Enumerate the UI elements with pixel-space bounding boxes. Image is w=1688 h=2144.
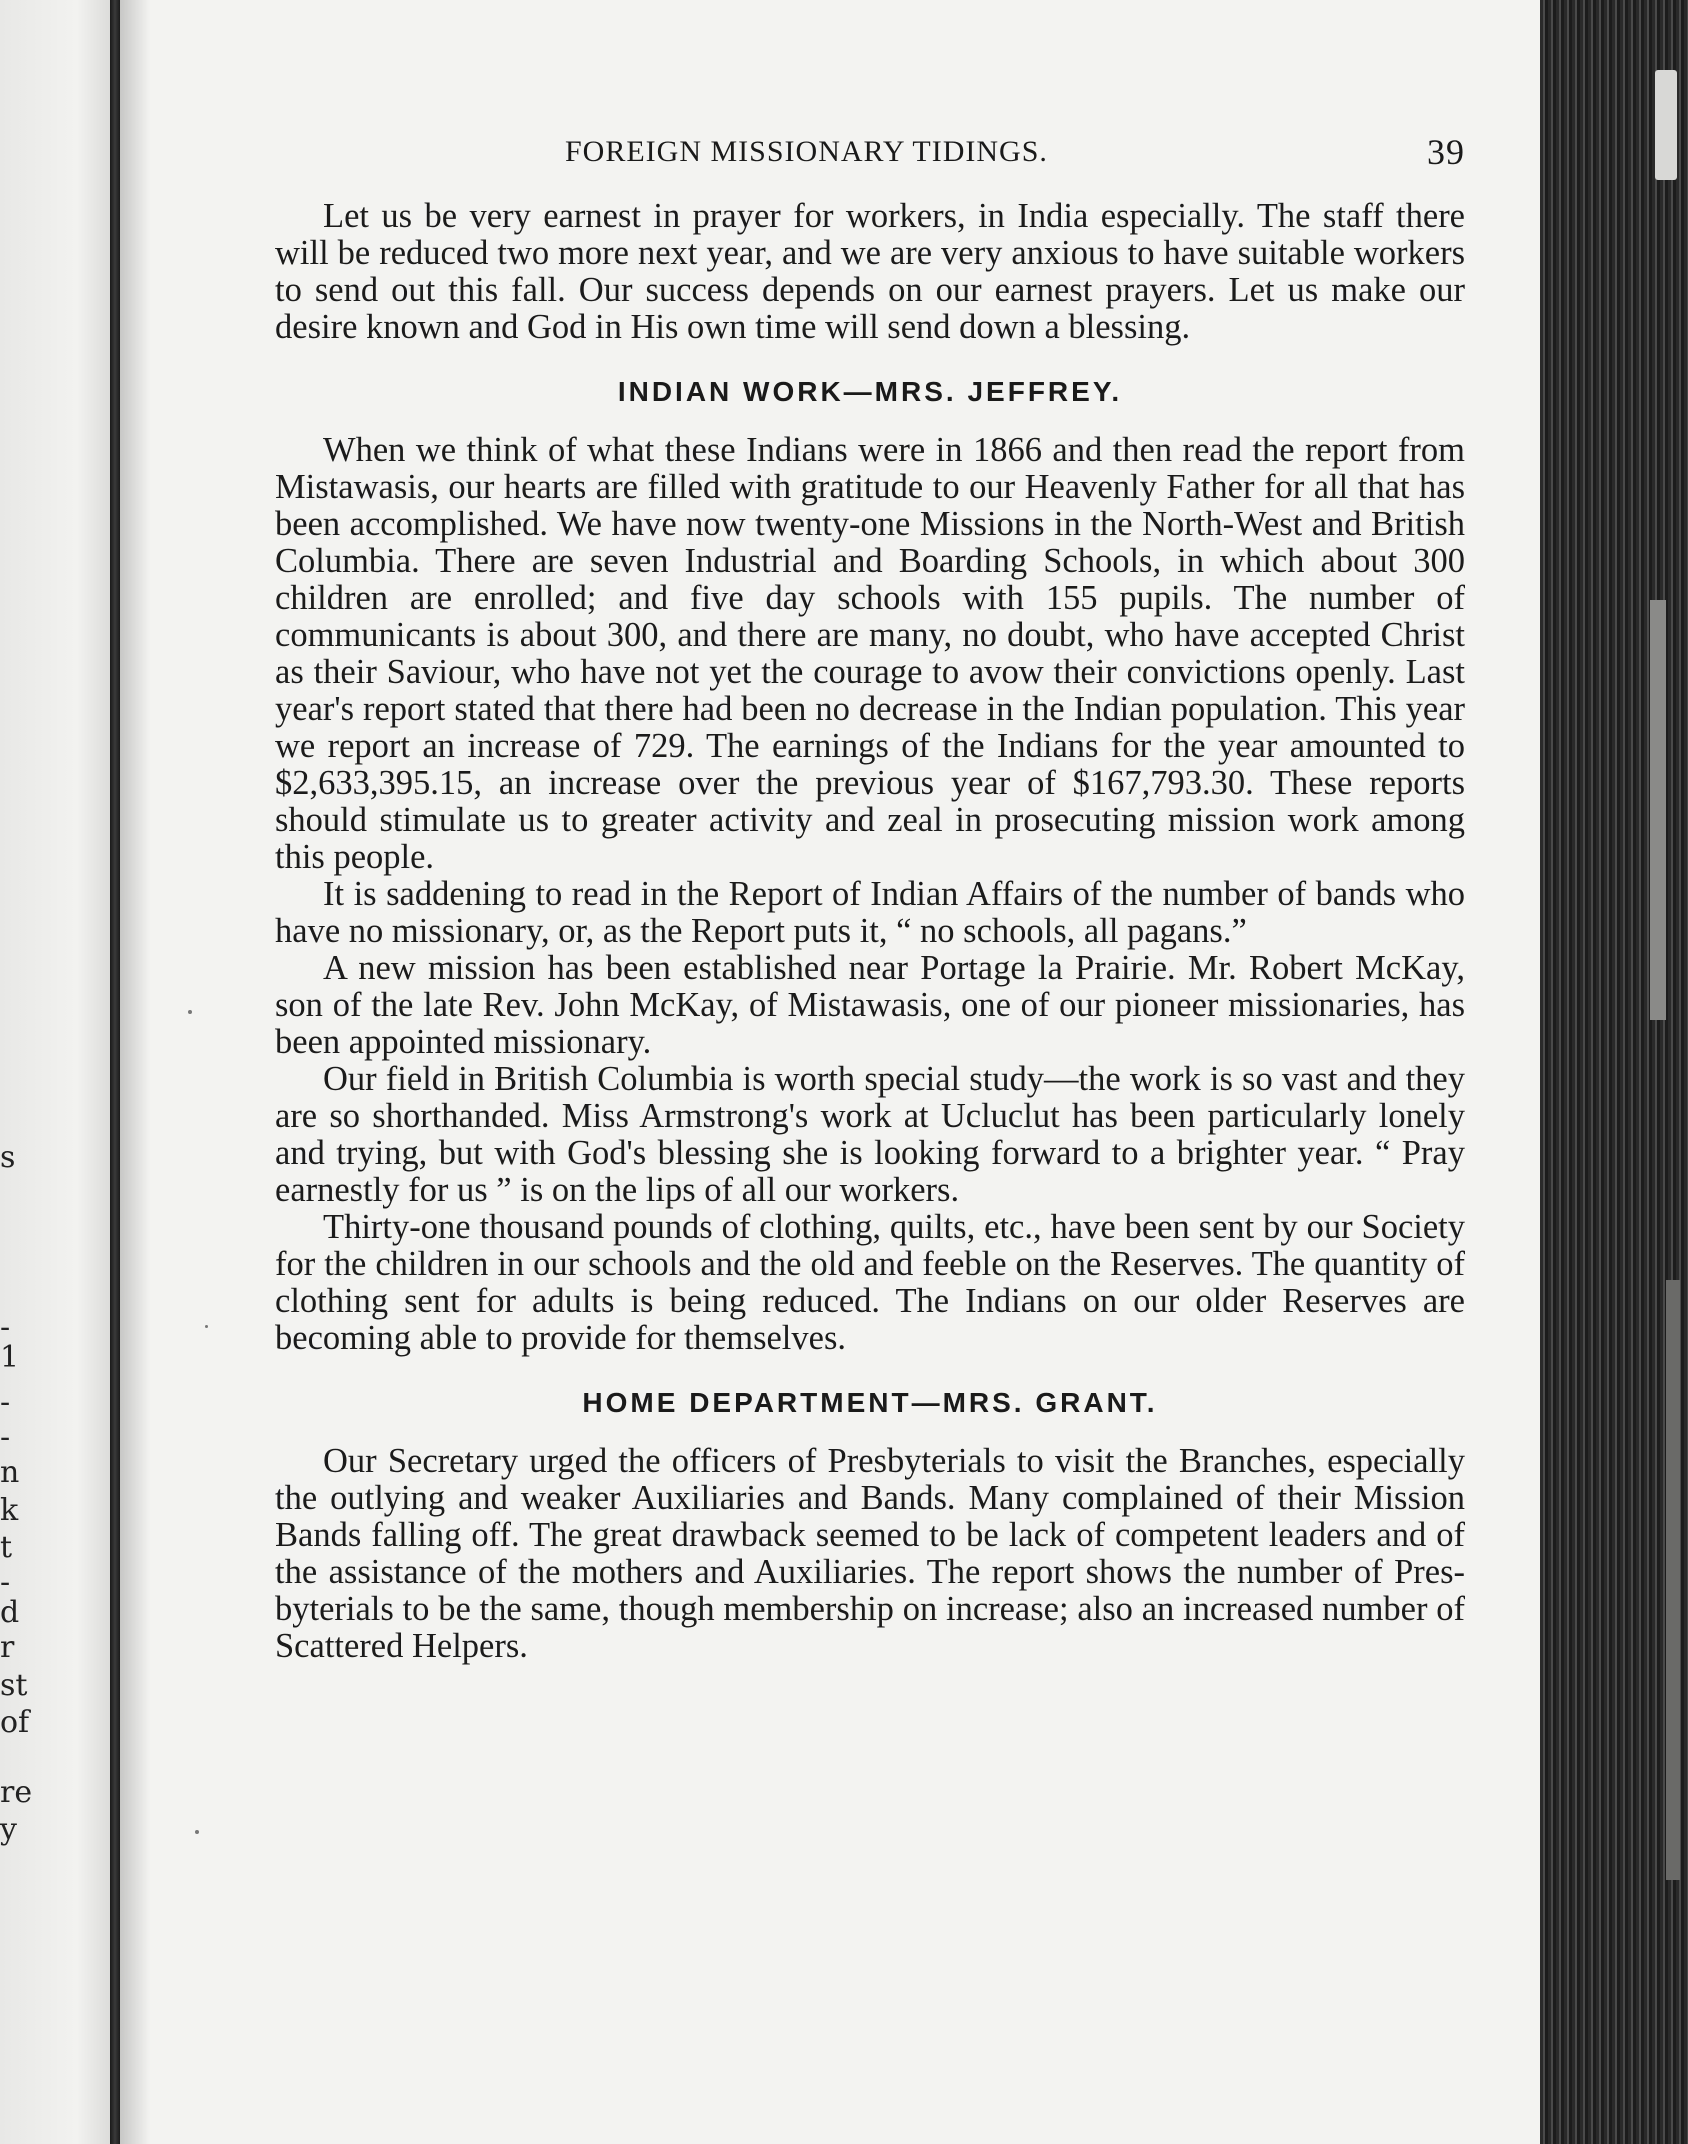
left-fragment: - — [0, 1310, 11, 1345]
left-fragment: - — [0, 1565, 11, 1600]
left-page-edge — [0, 0, 110, 2144]
left-fragment: n — [0, 1455, 20, 1490]
section-heading-indian-work: INDIAN WORK—MRS. JEFFREY. — [617, 376, 1123, 407]
scan-speck — [195, 1830, 199, 1834]
paragraph: Our field in British Columbia is worth special study—the work is so vast and they are so shorthanded. Miss Armstrong's work at Ucluclut has been particularly lonely and trying, but with God's blessing she is looking forward to a brighter year. “ Pray earnestly for us ” is on the lips of all our workers. — [275, 1060, 1465, 1209]
running-header — [445, 132, 1465, 175]
left-fragment: k — [0, 1493, 19, 1528]
paragraph: A new mission has been established near Portage la Prairie. Mr. Robert McKay, son of the late Rev. John McKay, of Mistawasis, one of our pioneer missionaries, has been appointed missionary. — [275, 949, 1465, 1061]
section-heading-home-department: HOME DEPARTMENT—MRS. GRANT. — [582, 1387, 1158, 1418]
page-body — [275, 198, 1465, 1665]
left-fragment: - — [0, 1385, 11, 1420]
left-fragment: y — [0, 1812, 17, 1847]
page-edge-band — [1650, 600, 1666, 1020]
left-fragment: - — [0, 1420, 11, 1455]
left-fragment: s — [0, 1140, 16, 1175]
gutter-shadow — [120, 0, 150, 2144]
paragraph: Let us be very earnest in prayer for workers, in India especially. The staff there will be reduced two more next year, and we are very anxious to have suitable workers to send out this fall. Our success depends on our earnest prayers. Let us make our desire known and God in His own time will send down a blessing. — [275, 197, 1465, 346]
left-fragment: t — [0, 1530, 13, 1565]
left-fragment: st — [0, 1668, 28, 1703]
left-fragment: 1 — [0, 1340, 20, 1375]
scan-speck — [205, 1325, 208, 1328]
left-fragment: re — [0, 1775, 33, 1810]
paragraph: It is saddening to read in the Report of Indian Affairs of the number of bands who have no missionary, or, as the Report puts it, “ no schools, all pagans.” — [275, 875, 1465, 950]
page-number: 39 — [1427, 132, 1465, 172]
paragraph: Our Secretary urged the officers of Presbyterials to visit the Branches, especially the outlying and weaker Auxiliaries and Bands. Many complained of their Mission Bands falling off. The great drawback seemed to be lack of competent leaders and of the assistance of the mothers and Auxiliaries. The report shows the number of Presbyterials to be the same, though membership on increase; also an increased number of Scattered Helpers. — [275, 1442, 1465, 1665]
page-edge-tab — [1655, 70, 1677, 180]
paragraph: Thirty-one thousand pounds of clothing, quilts, etc., have been sent by our Society for the children in our schools and the old and feeble on the Reserves. The quantity of clothing sent for adults is being reduced. The Indians on our older Reserves are becoming able to provide for themselves. — [275, 1208, 1465, 1357]
paragraph: When we think of what these Indians were in 1866 and then read the report from Mistawasis, our hearts are filled with gratitude to our Heavenly Father for all that has been accomplished. We have now twenty-one Missions in the North-West and British Columbia. There are seven Industrial and Boarding Schools, in which about 300 children are enrolled; and five day schools with 155 pupils. The number of communicants is about 300, and there are many, no doubt, who have accepted Christ as their Saviour, who have not yet the courage to avow their convictions openly. Last year's report stated that there had been no decrease in the Indian population. This year we report an increase of 729. The earnings of the Indians for the year amounted to $2,633,395.15, an increase over the previous year of $167,793.30. These reports should stimulate us to greater activity and zeal in prosecuting mission work among this people. — [275, 431, 1465, 876]
left-fragment: of — [0, 1705, 30, 1740]
book-gutter — [110, 0, 120, 2144]
left-page-cropped-text — [0, 0, 33, 2144]
scan-speck — [188, 1010, 192, 1014]
left-fragment: d — [0, 1595, 20, 1630]
left-fragment: r — [0, 1630, 15, 1665]
page-edge-band — [1666, 1280, 1680, 1880]
running-title: FOREIGN MISSIONARY TIDINGS. — [565, 135, 1048, 168]
